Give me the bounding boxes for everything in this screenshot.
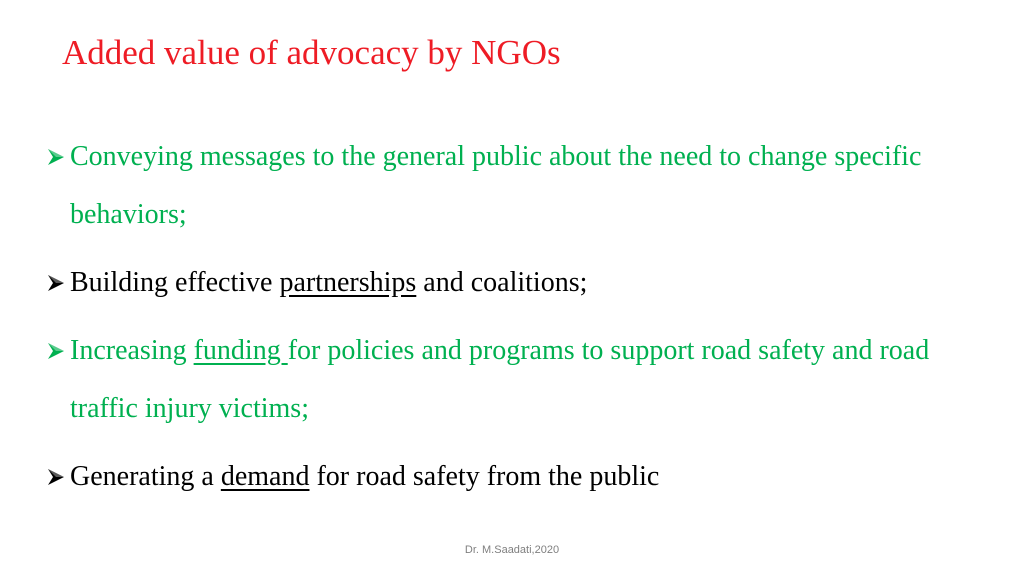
bullet-item <box>46 254 986 312</box>
bullet-item <box>46 128 986 244</box>
slide-title: Added value of advocacy by NGOs <box>62 33 561 72</box>
underlined-term-demand: demand <box>220 461 310 492</box>
bullet-list <box>46 128 986 516</box>
bullet-item <box>46 322 986 438</box>
bullet-text-after: for road safety from the public <box>309 461 660 492</box>
bullet-text-before: Increasing <box>70 335 194 366</box>
arrow-bullet-icon <box>46 254 70 312</box>
underlined-term-partnerships: partnerships <box>279 267 417 298</box>
arrow-bullet-icon <box>46 128 70 186</box>
bullet-text <box>70 254 986 312</box>
bullet-item <box>46 448 986 506</box>
slide-footer: Dr. M.Saadati,2020 <box>464 544 560 556</box>
bullet-text <box>70 322 986 438</box>
arrow-bullet-icon <box>46 448 70 506</box>
bullet-text <box>70 448 986 506</box>
underlined-term-funding: funding <box>193 335 288 366</box>
bullet-text-after: for policies and programs to support road safety and road traffic injury victims; <box>70 335 930 424</box>
bullet-text-after: and coalitions; <box>416 267 588 298</box>
arrow-bullet-icon <box>46 322 70 380</box>
bullet-text: Conveying messages to the general public about the need to change specific behaviors; <box>70 141 922 230</box>
bullet-text-before: Generating a <box>70 461 221 492</box>
bullet-text-before: Building effective <box>70 267 280 298</box>
